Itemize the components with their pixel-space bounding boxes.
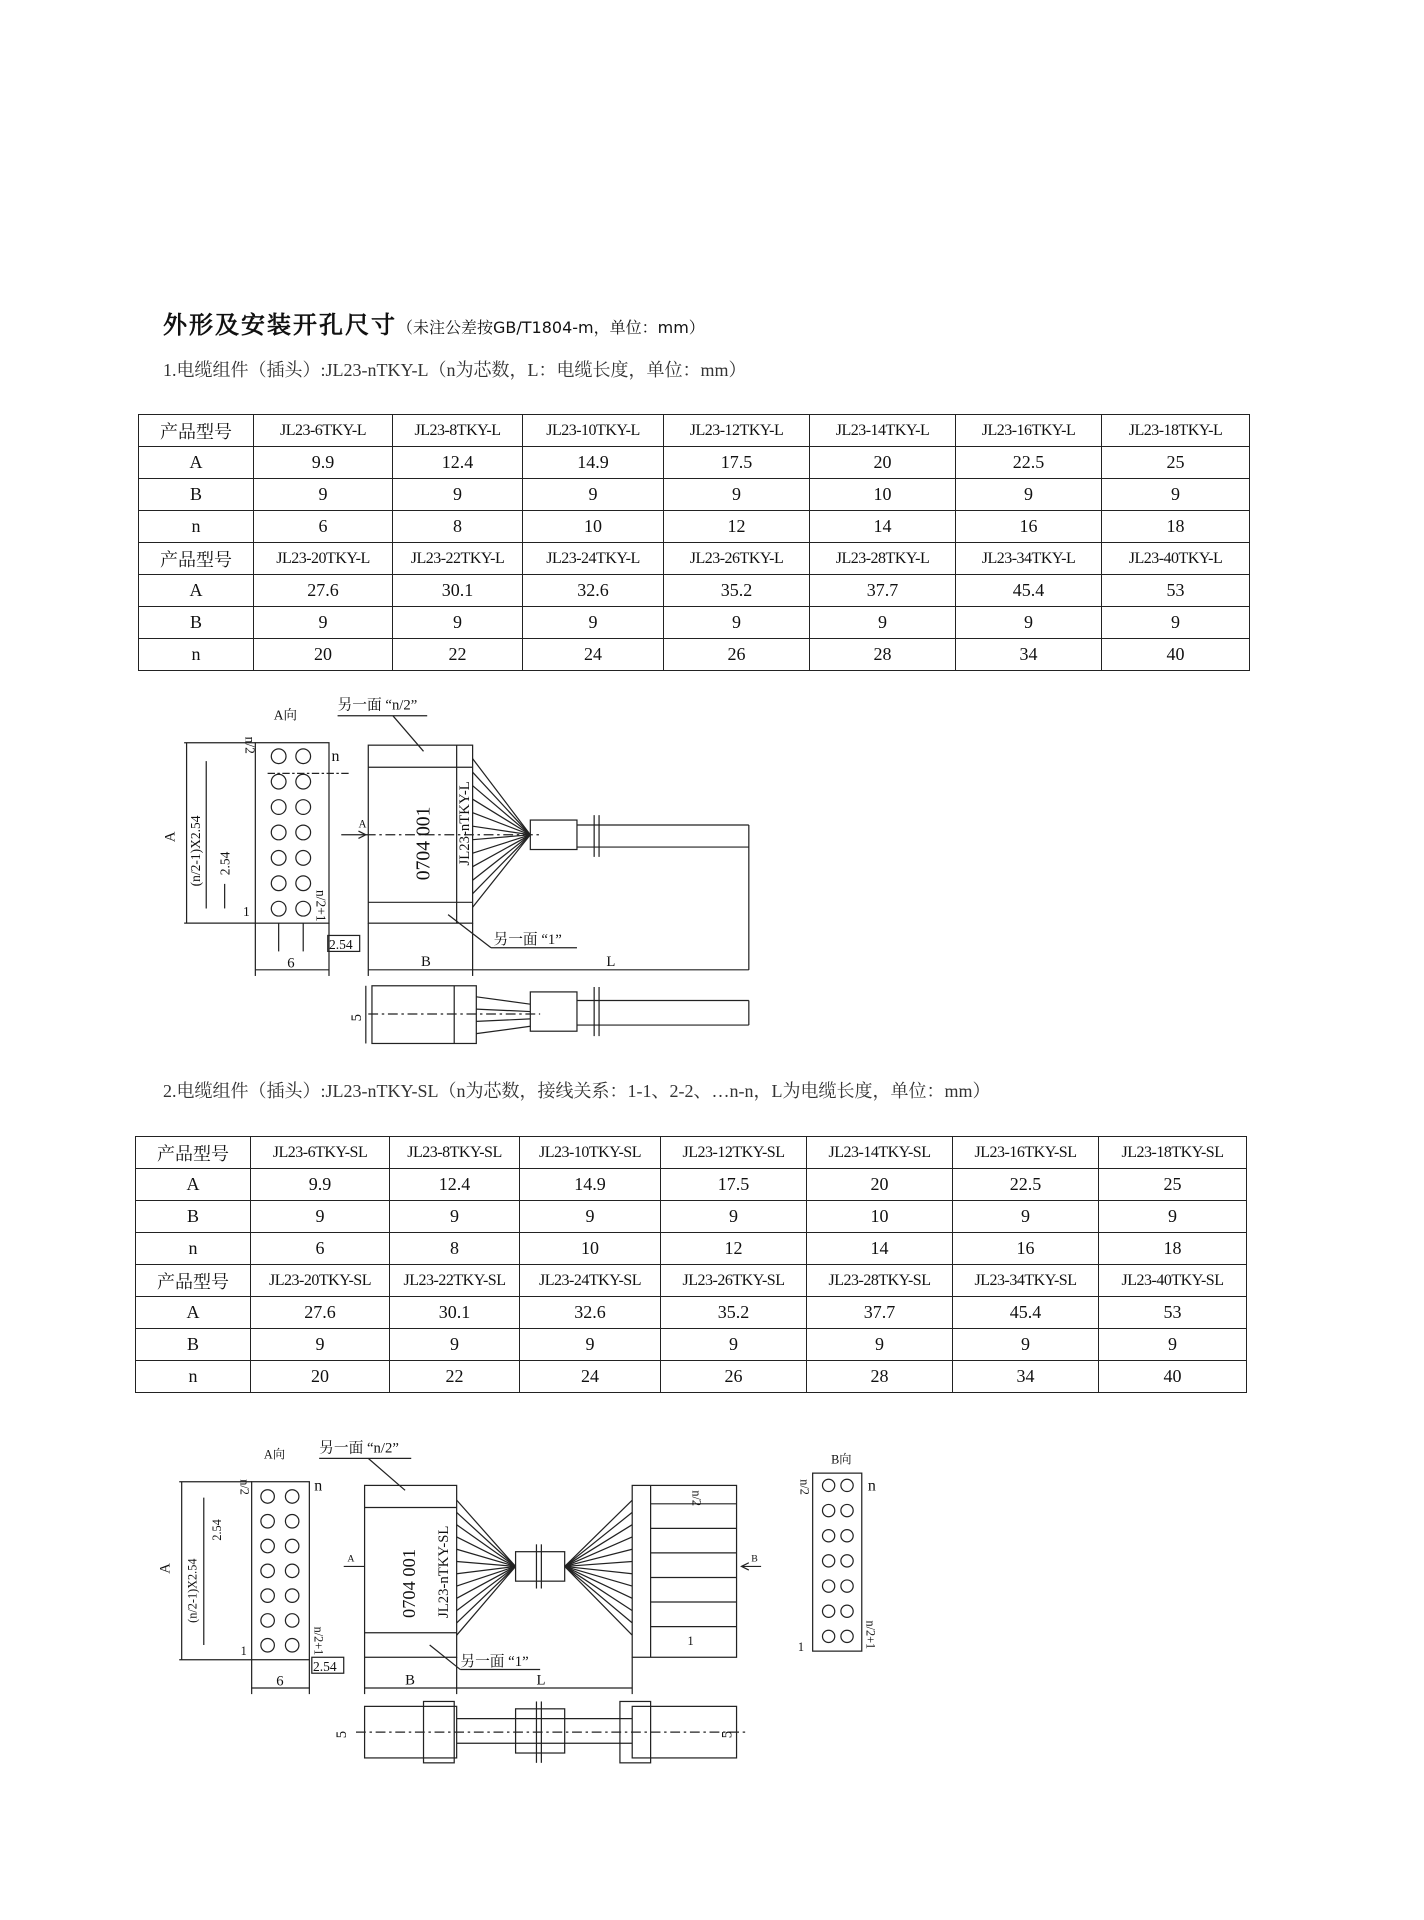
value-cell-n: 24 [523,639,664,671]
value-cell-A: 32.6 [523,575,664,607]
pin-contact [822,1555,834,1567]
value-cell-n: 22 [390,1361,520,1393]
value-cell-B: 9 [953,1201,1099,1233]
pin-contact [285,1564,299,1578]
model-cell: JL23-20TKY-SL [251,1265,390,1297]
value-cell-B: 9 [1102,607,1250,639]
value-cell-n: 24 [520,1361,661,1393]
pin-contact [822,1530,834,1542]
pin-contact [285,1614,299,1628]
drawing2-bottom-view [356,1701,749,1762]
value-cell-A: 17.5 [661,1169,807,1201]
marking-label: 0704 001 [412,806,435,881]
pin-contact [285,1490,299,1504]
value-cell-A: 53 [1099,1297,1247,1329]
model-cell: JL23-22TKY-SL [390,1265,520,1297]
wire [565,1566,633,1622]
value-cell-n: 34 [956,639,1102,671]
pitch-total-label: (n/2-1)X2.54 [188,815,204,887]
model-cell: JL23-26TKY-SL [661,1265,807,1297]
value-cell-A: 9.9 [251,1169,390,1201]
pin-contact [296,749,311,764]
wire [473,835,531,894]
value-cell-B: 9 [1102,479,1250,511]
value-cell-B: 9 [661,1201,807,1233]
wire [565,1566,633,1635]
value-cell-B: 9 [1099,1329,1247,1361]
value-cell-A: 27.6 [251,1297,390,1329]
model-cell: JL23-6TKY-L [254,415,393,447]
value-cell-B: 9 [523,607,664,639]
table-row [139,415,1250,447]
table-row [136,1233,1247,1265]
wire [473,813,531,835]
table-row [136,1265,1247,1297]
dim-6-label-2: 6 [276,1673,284,1690]
pitch-label-3: 2.54 [313,1658,337,1674]
value-cell-n: 40 [1102,639,1250,671]
model-cell: JL23-40TKY-L [1102,543,1250,575]
view-a-label: A向 [273,707,298,723]
table-row [136,1329,1247,1361]
value-cell-B: 9 [664,479,810,511]
pitch-label-4: 2.54 [209,1519,224,1541]
row-label: n [139,639,254,671]
value-cell-n: 8 [393,511,523,543]
value-cell-A: 20 [807,1169,953,1201]
pin-n2-label-4: n/2 [797,1479,812,1495]
value-cell-n: 14 [810,511,956,543]
pin-n-label-2: n [314,1477,323,1495]
value-cell-B: 9 [956,479,1102,511]
arrow-b-label: B [751,1553,758,1565]
pin-contact [271,850,286,865]
view-b-label: B向 [831,1452,852,1467]
section1-spec-table [138,414,1250,671]
value-cell-B: 9 [956,607,1102,639]
value-cell-B: 9 [390,1201,520,1233]
model-cell: JL23-6TKY-SL [251,1137,390,1169]
table-row [139,479,1250,511]
pin-n2p1-label: n/2+1 [313,890,329,922]
pin-contact [822,1630,834,1642]
value-cell-B: 9 [254,607,393,639]
wire [457,1566,516,1573]
arrow-a-label-2: A [347,1553,355,1565]
dim-l-label-2: L [536,1672,546,1689]
wire [473,835,531,880]
pin-contact [296,901,311,916]
pin-contact [271,825,286,840]
value-cell-A: 32.6 [520,1297,661,1329]
wire [457,1500,516,1566]
wire [473,835,531,853]
pitch-label-2: 2.54 [217,851,233,876]
pin-n2p1-label-3: n/2+1 [863,1620,878,1650]
value-cell-n: 20 [251,1361,390,1393]
drawing1-side-view [338,716,749,976]
pin-contact [822,1479,834,1491]
table-row [136,1137,1247,1169]
value-cell-B: 9 [390,1329,520,1361]
pin-n-label-3: n [867,1477,876,1495]
value-cell-n: 18 [1102,511,1250,543]
model-cell: JL23-14TKY-L [810,415,956,447]
pitch-total-label-2: (n/2-1)X2.54 [185,1558,200,1623]
dim-a-label-2: A [157,1563,174,1574]
table-row [139,575,1250,607]
table-row [139,543,1250,575]
pin-contact [285,1638,299,1652]
model-cell: JL23-18TKY-SL [1099,1137,1247,1169]
value-cell-B: 9 [1099,1201,1247,1233]
value-cell-A: 30.1 [393,575,523,607]
value-cell-B: 9 [393,479,523,511]
wire [565,1549,633,1566]
model-cell: JL23-34TKY-SL [953,1265,1099,1297]
wire [473,786,531,835]
value-cell-A: 14.9 [520,1169,661,1201]
value-cell-n: 16 [953,1233,1099,1265]
pin-contact [822,1580,834,1592]
value-cell-A: 12.4 [393,447,523,479]
value-cell-n: 8 [390,1233,520,1265]
view-a-label-2: A向 [263,1447,286,1462]
value-cell-A: 20 [810,447,956,479]
drawing2 [157,1439,877,1763]
wire [457,1512,516,1566]
value-cell-B: 9 [807,1329,953,1361]
value-cell-B: 9 [254,479,393,511]
table-row [136,1169,1247,1201]
value-cell-A: 25 [1099,1169,1247,1201]
pin-n2p1-label-2: n/2+1 [311,1626,326,1656]
wire [457,1566,516,1635]
value-cell-A: 27.6 [254,575,393,607]
pin-contact [261,1564,275,1578]
pin-contact [271,800,286,815]
wire [457,1566,516,1622]
pin-contact [271,749,286,764]
value-cell-n: 10 [523,511,664,543]
pitch-label: 2.54 [328,936,353,952]
pin-contact [296,850,311,865]
pin-contact [261,1515,275,1529]
pin-1-label-3: 1 [687,1633,694,1648]
value-cell-n: 6 [251,1233,390,1265]
pin-contact [271,876,286,891]
row-label: A [136,1297,251,1329]
value-cell-A: 53 [1102,575,1250,607]
value-cell-B: 10 [810,479,956,511]
value-cell-B: 9 [520,1329,661,1361]
model-cell: JL23-24TKY-L [523,543,664,575]
pin-contact [285,1539,299,1553]
marking-label-2: 0704 001 [398,1548,419,1618]
drawing2-front-view [179,1482,343,1694]
row-label: B [136,1201,251,1233]
pin-contact [296,825,311,840]
drawing1-front-view [184,743,360,976]
other-side-1-label-2: 另一面 “1” [460,1653,529,1670]
row-label: A [139,575,254,607]
row-label: n [136,1233,251,1265]
row-label: B [136,1329,251,1361]
pin-contact [822,1504,834,1516]
other-side-1-label: 另一面 “1” [493,932,562,949]
value-cell-n: 18 [1099,1233,1247,1265]
pin-contact [271,901,286,916]
dim-b-label-2: B [405,1672,415,1689]
value-cell-B: 9 [251,1329,390,1361]
model-cell: JL23-26TKY-L [664,543,810,575]
model-cell: JL23-20TKY-L [254,543,393,575]
wire [473,772,531,835]
model-cell: JL23-8TKY-L [393,415,523,447]
other-side-n2-label: 另一面 “n/2” [337,697,418,714]
wire [565,1525,633,1567]
pin-contact [841,1605,853,1617]
model-cell: JL23-16TKY-SL [953,1137,1099,1169]
pin-contact [261,1614,275,1628]
pin-contact [841,1580,853,1592]
row-label: n [139,511,254,543]
value-cell-A: 14.9 [523,447,664,479]
value-cell-B: 9 [520,1201,661,1233]
value-cell-B: 9 [523,479,664,511]
model-cell: JL23-10TKY-SL [520,1137,661,1169]
wire [473,759,531,835]
wire [457,1525,516,1567]
value-cell-A: 25 [1102,447,1250,479]
table-row [136,1297,1247,1329]
model-cell: JL23-8TKY-SL [390,1137,520,1169]
value-cell-n: 20 [254,639,393,671]
wire [565,1512,633,1566]
pin-contact [841,1530,853,1542]
dim-l-label: L [606,954,616,971]
value-cell-n: 12 [664,511,810,543]
wire [457,1537,516,1566]
model-cell: JL23-28TKY-SL [807,1265,953,1297]
value-cell-A: 22.5 [956,447,1102,479]
pin-contact [261,1589,275,1603]
table-row [139,447,1250,479]
value-cell-n: 40 [1099,1361,1247,1393]
dim-a-label: A [162,831,179,843]
section2-caption: 2.电缆组件（插头）:JL23-nTKY-SL（n为芯数，接线关系：1-1、2-2、…n-n，L为电缆长度，单位：mm） [163,1081,991,1101]
table-row [139,511,1250,543]
model-cell: JL23-22TKY-L [393,543,523,575]
pin-contact [841,1479,853,1491]
wire [565,1566,633,1586]
dim-5-label: 5 [348,1014,365,1022]
wire [457,1566,516,1610]
row-label: 产品型号 [136,1137,251,1169]
section2-spec-table [135,1136,1247,1393]
pin-1-label-2: 1 [240,1643,247,1658]
model-cell: JL23-10TKY-L [523,415,664,447]
value-cell-A: 45.4 [953,1297,1099,1329]
row-label: A [139,447,254,479]
pin-n-label: n [331,748,340,766]
table-row [136,1201,1247,1233]
wire [457,1566,516,1586]
row-label: 产品型号 [139,543,254,575]
model-cell: JL23-12TKY-SL [661,1137,807,1169]
drawing2-b-view [813,1473,862,1651]
model-cell: JL23-34TKY-L [956,543,1102,575]
value-cell-B: 9 [393,607,523,639]
drawing1 [162,697,749,1044]
title-text: 外形及安装开孔尺寸 [163,311,397,339]
model-cell: JL23-28TKY-L [810,543,956,575]
value-cell-n: 10 [520,1233,661,1265]
pin-contact [841,1555,853,1567]
dim-6-label: 6 [287,955,295,972]
dim-5-label-2: 5 [334,1730,351,1739]
value-cell-B: 9 [251,1201,390,1233]
pin-contact [841,1630,853,1642]
pin-contact [841,1504,853,1516]
pin-contact [271,774,286,789]
value-cell-A: 30.1 [390,1297,520,1329]
value-cell-B: 9 [810,607,956,639]
value-cell-n: 22 [393,639,523,671]
pin-contact [261,1539,275,1553]
value-cell-A: 37.7 [807,1297,953,1329]
value-cell-B: 9 [661,1329,807,1361]
model-cell: JL23-24TKY-SL [520,1265,661,1297]
wire [565,1537,633,1566]
row-label: 产品型号 [136,1265,251,1297]
wire [473,799,531,835]
pin-n2-label: n/2 [242,736,258,754]
model-cell: JL23-18TKY-L [1102,415,1250,447]
value-cell-n: 12 [661,1233,807,1265]
pin-contact [285,1515,299,1529]
dim-5-label-3: 5 [719,1730,736,1739]
wire [565,1500,633,1566]
value-cell-n: 6 [254,511,393,543]
value-cell-A: 22.5 [953,1169,1099,1201]
value-cell-B: 10 [807,1201,953,1233]
wire [457,1549,516,1566]
value-cell-A: 45.4 [956,575,1102,607]
model-cell: JL23-40TKY-SL [1099,1265,1247,1297]
row-label: B [139,479,254,511]
model-cell: JL23-16TKY-L [956,415,1102,447]
value-cell-A: 37.7 [810,575,956,607]
wire [473,835,531,840]
wire [457,1566,516,1598]
section1-caption: 1.电缆组件（插头）:JL23-nTKY-L（n为芯数，L：电缆长度，单位：mm） [163,360,747,380]
pin-contact [261,1490,275,1504]
row-label: n [136,1361,251,1393]
pin-n2-label-2: n/2 [237,1479,252,1495]
wire [565,1566,633,1573]
pin-contact [261,1638,275,1652]
pin-contact [296,800,311,815]
value-cell-n: 34 [953,1361,1099,1393]
pin-contact [285,1589,299,1603]
value-cell-A: 12.4 [390,1169,520,1201]
part-label-2: JL23-nTKY-SL [436,1525,453,1618]
value-cell-A: 35.2 [661,1297,807,1329]
table-row [139,607,1250,639]
value-cell-n: 14 [807,1233,953,1265]
table-row [139,639,1250,671]
value-cell-n: 26 [661,1361,807,1393]
value-cell-B: 9 [953,1329,1099,1361]
model-cell: JL23-14TKY-SL [807,1137,953,1169]
pin-n2-label-3: n/2 [689,1490,704,1507]
wire [565,1566,633,1598]
wire [473,826,531,835]
value-cell-n: 26 [664,639,810,671]
drawing2-side-view [319,1458,761,1694]
value-cell-A: 35.2 [664,575,810,607]
page-title [163,305,705,340]
value-cell-n: 28 [810,639,956,671]
pin-contact [822,1605,834,1617]
pin-1-label: 1 [243,903,250,919]
arrow-a-label: A [358,818,367,831]
wire [565,1566,633,1610]
value-cell-A: 9.9 [254,447,393,479]
wire [457,1562,516,1567]
title-note: （未注公差按GB/T1804-m，单位：mm） [397,318,705,337]
other-side-n2-label-2: 另一面 “n/2” [319,1440,399,1457]
wire [473,835,531,867]
row-label: B [139,607,254,639]
row-label: A [136,1169,251,1201]
value-cell-n: 28 [807,1361,953,1393]
pin-1-label-4: 1 [797,1640,805,1655]
value-cell-B: 9 [664,607,810,639]
table-row [136,1361,1247,1393]
row-label: 产品型号 [139,415,254,447]
dim-b-label: B [421,954,431,971]
value-cell-n: 16 [956,511,1102,543]
pin-contact [296,876,311,891]
part-label: JL23-nTKY-L [456,781,473,866]
pin-contact [296,774,311,789]
value-cell-A: 17.5 [664,447,810,479]
wire [473,835,531,907]
drawing1-bottom-view [366,986,749,1044]
model-cell: JL23-12TKY-L [664,415,810,447]
wire [565,1562,633,1567]
